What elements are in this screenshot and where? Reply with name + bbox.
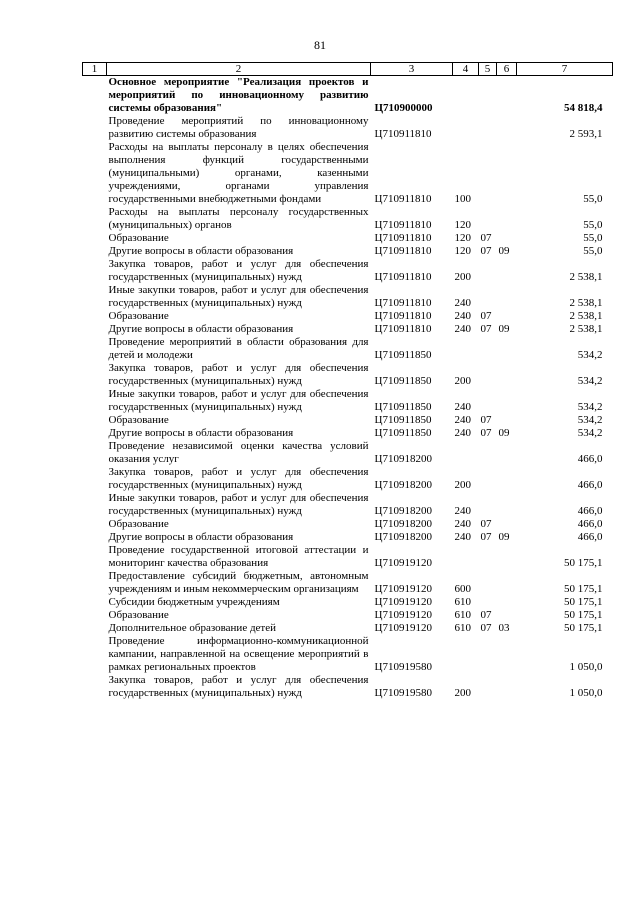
row-section: [479, 466, 497, 492]
row-expense-type: 240: [454, 518, 471, 530]
row-name: Другие вопросы в области образования: [108, 531, 294, 543]
row-target-code: Ц710919580: [374, 687, 432, 699]
row-expense-type: [453, 544, 479, 570]
row-name: Иные закупки товаров, работ и услуг для обеспечения государственных (муниципальных) нужд: [108, 388, 369, 413]
row-target-code: Ц710919580: [374, 661, 432, 673]
row-expense-type: 120: [454, 232, 471, 244]
row-subsection: [497, 674, 517, 700]
row-subsection: 09: [498, 323, 510, 335]
row-target-code: Ц710918200: [374, 518, 432, 530]
row-section: 07: [480, 609, 492, 621]
row-section: [479, 76, 497, 116]
budget-table: [82, 62, 613, 700]
row-name: Расходы на выплаты персоналу в целях обеспечения выполнения функций государственными (муниципальными) органами, казенными учреждениями, органами управления государственными внебюджетными фондами: [108, 141, 369, 205]
table-row: [83, 414, 613, 427]
row-subsection: [497, 466, 517, 492]
row-sum: 55,0: [583, 245, 603, 257]
row-name: Закупка товаров, работ и услуг для обеспечения государственных (муниципальных) нужд: [108, 466, 369, 491]
row-expense-type: 200: [454, 271, 471, 283]
row-expense-type: 200: [454, 687, 471, 699]
row-name: Другие вопросы в области образования: [108, 323, 294, 335]
row-sum: 55,0: [583, 232, 603, 244]
table-row: [83, 284, 613, 310]
row-subsection: [497, 115, 517, 141]
table-row: [83, 596, 613, 609]
row-target-code: Ц710919120: [374, 557, 432, 569]
row-target-code: Ц710911810: [374, 245, 432, 257]
column-header: 6: [497, 63, 517, 76]
row-section: 07: [480, 310, 492, 322]
table-row: [83, 323, 613, 336]
row-name: Образование: [108, 518, 169, 530]
row-subsection: [497, 284, 517, 310]
row-name: Дополнительное образование детей: [108, 622, 277, 634]
row-sum: 1 050,0: [569, 661, 603, 673]
row-target-code: Ц710911850: [374, 375, 432, 387]
row-target-code: Ц710911810: [374, 232, 432, 244]
row-expense-type: 240: [454, 505, 471, 517]
row-blank-cell: [83, 570, 107, 596]
row-expense-type: 610: [454, 622, 471, 634]
row-section: [479, 115, 497, 141]
table-row: [83, 258, 613, 284]
table-row: [83, 609, 613, 622]
row-subsection: 09: [498, 531, 510, 543]
row-section: 07: [480, 245, 492, 257]
row-sum: 50 175,1: [564, 622, 603, 634]
table-row: [83, 531, 613, 544]
row-expense-type: 240: [454, 531, 471, 543]
table-row: [83, 336, 613, 362]
column-header: 5: [479, 63, 497, 76]
row-target-code: Ц710911810: [374, 297, 432, 309]
row-blank-cell: [83, 414, 107, 427]
column-header: 2: [107, 63, 371, 76]
table-row: [83, 570, 613, 596]
row-name: Закупка товаров, работ и услуг для обеспечения государственных (муниципальных) нужд: [108, 674, 369, 699]
row-section: [479, 206, 497, 232]
row-blank-cell: [83, 544, 107, 570]
row-sum: 466,0: [577, 505, 603, 517]
row-section: 07: [480, 323, 492, 335]
row-expense-type: 610: [454, 609, 471, 621]
row-subsection: [497, 609, 517, 622]
row-section: [479, 596, 497, 609]
row-blank-cell: [83, 336, 107, 362]
row-subsection: [497, 596, 517, 609]
row-subsection: [497, 414, 517, 427]
table-row: [83, 115, 613, 141]
row-subsection: [497, 388, 517, 414]
row-blank-cell: [83, 518, 107, 531]
row-name: Закупка товаров, работ и услуг для обеспечения государственных (муниципальных) нужд: [108, 258, 369, 283]
row-expense-type: 240: [454, 427, 471, 439]
row-sum: 55,0: [583, 219, 603, 231]
row-subsection: [497, 362, 517, 388]
row-name: Проведение государственной итоговой аттестации и мониторинг качества образования: [108, 544, 369, 569]
row-target-code: Ц710919120: [374, 596, 432, 608]
row-name: Проведение независимой оценки качества условий оказания услуг: [108, 440, 369, 465]
row-target-code: Ц710918200: [374, 505, 432, 517]
row-expense-type: 240: [454, 401, 471, 413]
row-target-code: Ц710919120: [374, 609, 432, 621]
table-row: [83, 206, 613, 232]
row-sum: 534,2: [577, 349, 603, 361]
row-blank-cell: [83, 141, 107, 206]
row-section: [479, 635, 497, 674]
row-name: Другие вопросы в области образования: [108, 245, 294, 257]
row-section: 07: [480, 518, 492, 530]
row-expense-type: 200: [454, 479, 471, 491]
row-name: Образование: [108, 414, 169, 426]
row-target-code: Ц710918200: [374, 531, 432, 543]
row-subsection: [497, 141, 517, 206]
row-sum: 2 538,1: [569, 310, 603, 322]
row-sum: 534,2: [577, 401, 603, 413]
row-subsection: [497, 232, 517, 245]
row-blank-cell: [83, 362, 107, 388]
row-target-code: Ц710911810: [374, 128, 432, 140]
table-row: [83, 141, 613, 206]
row-expense-type: [453, 76, 479, 116]
row-section: [479, 440, 497, 466]
row-sum: 466,0: [577, 453, 603, 465]
row-section: [479, 362, 497, 388]
row-sum: 534,2: [577, 427, 603, 439]
row-blank-cell: [83, 115, 107, 141]
row-expense-type: 200: [454, 375, 471, 387]
row-sum: 466,0: [577, 518, 603, 530]
row-subsection: 09: [498, 245, 510, 257]
row-expense-type: 240: [454, 414, 471, 426]
row-sum: 466,0: [577, 479, 603, 491]
row-sum: 2 593,1: [569, 128, 603, 140]
row-name: Иные закупки товаров, работ и услуг для обеспечения государственных (муниципальных) нужд: [108, 284, 369, 309]
table-body: [83, 76, 613, 701]
table-row: [83, 232, 613, 245]
row-section: [479, 544, 497, 570]
row-sum: 2 538,1: [569, 323, 603, 335]
row-blank-cell: [83, 323, 107, 336]
row-blank-cell: [83, 440, 107, 466]
row-expense-type: 120: [454, 219, 471, 231]
row-target-code: Ц710919120: [374, 583, 432, 595]
row-sum: 534,2: [577, 375, 603, 387]
table-row: [83, 76, 613, 116]
row-blank-cell: [83, 76, 107, 116]
page-number: 81: [314, 38, 326, 52]
row-sum: 2 538,1: [569, 297, 603, 309]
row-sum: 534,2: [577, 414, 603, 426]
row-sum: 54 818,4: [564, 102, 603, 114]
table-row: [83, 635, 613, 674]
row-blank-cell: [83, 206, 107, 232]
row-target-code: Ц710911810: [374, 310, 432, 322]
row-name: Расходы на выплаты персоналу государственных (муниципальных) органов: [108, 206, 369, 231]
row-name: Проведение мероприятий по инновационному развитию системы образования: [108, 115, 369, 140]
row-expense-type: 120: [454, 245, 471, 257]
row-target-code: Ц710918200: [374, 453, 432, 465]
row-subsection: [497, 310, 517, 323]
row-target-code: Ц710900000: [374, 102, 433, 114]
row-subsection: [497, 258, 517, 284]
row-blank-cell: [83, 466, 107, 492]
row-blank-cell: [83, 310, 107, 323]
column-header: 1: [83, 63, 107, 76]
row-sum: 50 175,1: [564, 583, 603, 595]
row-subsection: [497, 76, 517, 116]
table-row: [83, 492, 613, 518]
row-blank-cell: [83, 596, 107, 609]
row-blank-cell: [83, 635, 107, 674]
table-row: [83, 245, 613, 258]
row-target-code: Ц710911810: [374, 271, 432, 283]
row-section: 07: [480, 531, 492, 543]
row-section: [479, 284, 497, 310]
row-subsection: [497, 544, 517, 570]
row-blank-cell: [83, 284, 107, 310]
row-sum: 50 175,1: [564, 557, 603, 569]
row-subsection: [497, 336, 517, 362]
table-row: [83, 427, 613, 440]
row-expense-type: 240: [454, 310, 471, 322]
row-sum: 2 538,1: [569, 271, 603, 283]
row-subsection: [497, 635, 517, 674]
row-target-code: Ц710919120: [374, 622, 432, 634]
row-expense-type: 610: [454, 596, 471, 608]
row-blank-cell: [83, 674, 107, 700]
row-target-code: Ц710911850: [374, 401, 432, 413]
row-blank-cell: [83, 258, 107, 284]
row-name: Образование: [108, 310, 169, 322]
row-subsection: 03: [498, 622, 510, 634]
row-expense-type: 600: [454, 583, 471, 595]
row-target-code: Ц710911850: [374, 349, 432, 361]
row-section: [479, 258, 497, 284]
row-section: [479, 336, 497, 362]
row-name: Основное мероприятие "Реализация проектов и мероприятий по инновационному развитию системы образования": [108, 76, 369, 114]
row-subsection: [497, 492, 517, 518]
row-name: Другие вопросы в области образования: [108, 427, 294, 439]
row-target-code: Ц710911810: [374, 219, 432, 231]
row-sum: 50 175,1: [564, 609, 603, 621]
table-row: [83, 674, 613, 700]
row-subsection: [497, 570, 517, 596]
table-row: [83, 440, 613, 466]
row-name: Проведение мероприятий в области образования для детей и молодежи: [108, 336, 369, 361]
row-sum: 1 050,0: [569, 687, 603, 699]
row-blank-cell: [83, 492, 107, 518]
row-section: [479, 388, 497, 414]
row-blank-cell: [83, 427, 107, 440]
column-number-row: [83, 63, 613, 76]
row-expense-type: 100: [454, 193, 471, 205]
row-section: [479, 492, 497, 518]
row-name: Субсидии бюджетным учреждениям: [108, 596, 280, 608]
row-section: [479, 570, 497, 596]
row-subsection: [497, 440, 517, 466]
table-row: [83, 388, 613, 414]
row-blank-cell: [83, 622, 107, 635]
row-expense-type: [453, 440, 479, 466]
row-section: 07: [480, 232, 492, 244]
row-target-code: Ц710918200: [374, 479, 432, 491]
row-name: Предоставление субсидий бюджетным, автономным учреждениям и иным некоммерческим организациям: [108, 570, 369, 595]
table-row: [83, 544, 613, 570]
row-name: Проведение информационно-коммуникационной кампании, направленной на освещение мероприятий в рамках региональных проектов: [108, 635, 369, 673]
row-name: Закупка товаров, работ и услуг для обеспечения государственных (муниципальных) нужд: [108, 362, 369, 387]
row-subsection: [497, 206, 517, 232]
row-blank-cell: [83, 531, 107, 544]
row-section: 07: [480, 622, 492, 634]
row-blank-cell: [83, 609, 107, 622]
row-blank-cell: [83, 232, 107, 245]
table-row: [83, 362, 613, 388]
row-expense-type: [453, 115, 479, 141]
row-section: 07: [480, 414, 492, 426]
row-target-code: Ц710911850: [374, 427, 432, 439]
row-name: Иные закупки товаров, работ и услуг для обеспечения государственных (муниципальных) нужд: [108, 492, 369, 517]
row-section: [479, 674, 497, 700]
table-row: [83, 310, 613, 323]
table-row: [83, 466, 613, 492]
row-subsection: 09: [498, 427, 510, 439]
row-expense-type: 240: [454, 297, 471, 309]
column-header: 4: [453, 63, 479, 76]
row-expense-type: [453, 635, 479, 674]
row-subsection: [497, 518, 517, 531]
row-name: Образование: [108, 609, 169, 621]
row-target-code: Ц710911810: [374, 193, 432, 205]
row-sum: 466,0: [577, 531, 603, 543]
row-expense-type: 240: [454, 323, 471, 335]
row-sum: 55,0: [583, 193, 603, 205]
table-row: [83, 518, 613, 531]
table-row: [83, 622, 613, 635]
row-section: [479, 141, 497, 206]
row-blank-cell: [83, 245, 107, 258]
row-target-code: Ц710911850: [374, 414, 432, 426]
row-sum: 50 175,1: [564, 596, 603, 608]
column-header: 3: [371, 63, 453, 76]
row-target-code: Ц710911810: [374, 323, 432, 335]
row-section: 07: [480, 427, 492, 439]
row-expense-type: [453, 336, 479, 362]
column-header: 7: [517, 63, 613, 76]
row-blank-cell: [83, 388, 107, 414]
row-name: Образование: [108, 232, 169, 244]
